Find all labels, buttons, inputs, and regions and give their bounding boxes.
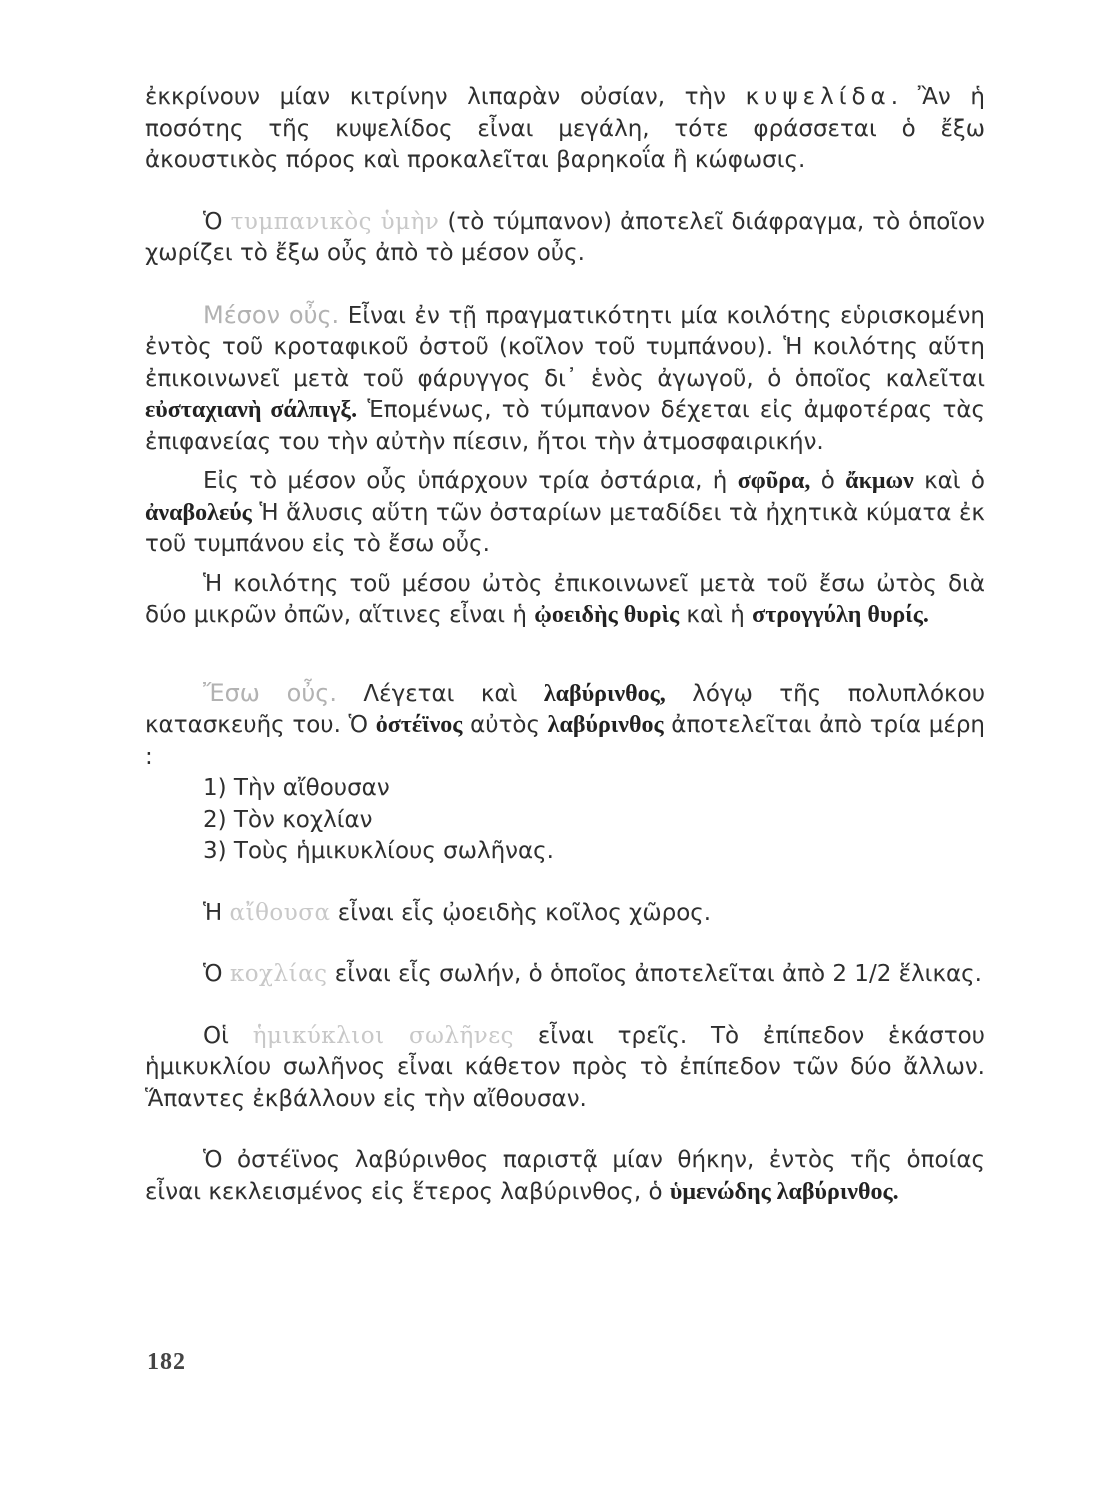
- term-tympanic-membrane: τυμπανικὸς ὑμὴν: [230, 208, 440, 235]
- term-labyrinth: λαβύρινθος,: [543, 680, 666, 707]
- text-run: αὐτὸς: [462, 712, 548, 738]
- text-run: Εἶναι ἐν τῇ πραγματικότητι μία κοιλότης εὑρισκομένη ἐντὸς τοῦ κροταφικοῦ ὀστοῦ (κοῖλον τοῦ τυμπάνου). Ἡ κοιλότης αὕτη ἐπικοινωνεῖ μετὰ τοῦ φάρυγγος δι᾽ ἑνὸς ἀγωγοῦ, ὁ ὁποῖος καλεῖται: [145, 302, 985, 392]
- term-bony: ὀστέϊνος: [375, 712, 463, 738]
- text-run: ὁ: [810, 468, 846, 494]
- term-oval-window: ᾠοειδὴς θυρὶς: [534, 602, 680, 628]
- term-incus: ἄκμων: [845, 468, 914, 494]
- text-run: Ἡ: [203, 899, 230, 926]
- text-run: Εἰς τὸ μέσον οὖς ὑπάρχουν τρία ὀστάρια, ἡ: [203, 468, 738, 494]
- page-body: [145, 82, 985, 1208]
- text-run: λόγῳ τῆς πολυπλόκου κατασκευῆς του. Ὁ: [145, 680, 985, 738]
- text-run: ἀποτελεῖται ἀπὸ τρία μέρη :: [145, 712, 986, 770]
- paragraph-cochlea: [145, 959, 985, 991]
- text-run: καὶ ὁ: [913, 468, 985, 494]
- list-item: 1) Τὴν αἴθουσαν: [203, 775, 390, 801]
- text-run: εἶναι τρεῖς. Τὸ ἐπίπεδον ἑκάστου ἡμικυκλίου σωλῆνος εἶναι κάθετον πρὸς τὸ ἐπίπεδον τῶν δύο ἄλλων. Ἅπαντες ἐκβάλλουν εἰς τὴν αἴθουσαν.: [145, 1022, 985, 1112]
- list-item: 2) Τὸν κοχλίαν: [203, 806, 373, 833]
- paragraph-inner-ear: [145, 678, 985, 774]
- term-malleus: σφῦρα,: [737, 468, 811, 494]
- text-run: Λέγεται καὶ: [336, 680, 544, 707]
- text-run: Ὁ: [203, 961, 230, 987]
- term-stapes: ἀναβολεύς: [145, 499, 252, 526]
- term-labyrinth-2: λαβύρινθος: [547, 712, 664, 738]
- text-run: καὶ ἡ: [679, 602, 753, 628]
- term-vestibule: αἴθουσα: [229, 899, 331, 926]
- paragraph-eardrum: [145, 207, 985, 270]
- paragraph-middle-ear: [145, 300, 985, 459]
- term-round-window: στρογγύλη θυρίς.: [752, 602, 929, 628]
- paragraph-windows: [145, 569, 985, 632]
- term-semicircular-canals: ἡμικύκλιοι σωλῆνες: [252, 1022, 515, 1049]
- term-cochlea: κοχλίας: [229, 961, 328, 987]
- text-run: εἶναι εἷς ᾠοειδὴς κοῖλος χῶρος.: [330, 899, 712, 926]
- paragraph-ossicles: [145, 466, 985, 561]
- text-run: Ἡ κοιλότης τοῦ μέσου ὠτὸς ἐπικοινωνεῖ μετὰ τοῦ ἔσω ὠτὸς διὰ δύο μικρῶν ὀπῶν, αἵτινες εἶναι ἡ: [145, 570, 985, 628]
- heading-inner-ear: Ἔσω οὖς.: [203, 678, 337, 707]
- term-kypselis: κυψελίδα: [745, 84, 891, 110]
- text-run: ἐκκρίνουν μίαν κιτρίνην λιπαρὰν οὐσίαν, τὴν: [145, 84, 746, 110]
- page-number: 182: [147, 1349, 186, 1375]
- text-run: Ἡ ἅλυσις αὕτη τῶν ὀσταρίων μεταδίδει τὰ ἠχητικὰ κύματα ἐκ τοῦ τυμπάνου εἰς τὸ ἔσω οὖς.: [145, 499, 985, 557]
- paragraph-membranous-labyrinth: [145, 1145, 985, 1208]
- paragraph-semicircular-canals: [145, 1021, 985, 1116]
- text-run: Ὁ: [203, 208, 231, 235]
- list-item: 3) Τοὺς ἡμικυκλίους σωλῆνας.: [203, 838, 554, 864]
- paragraph-vestibule: [145, 898, 985, 930]
- text-run: (τὸ τύμπανον) ἀποτελεῖ διάφραγμα, τὸ ὁποῖον χωρίζει τὸ ἔξω οὖς ἀπὸ τὸ μέσον οὖς.: [145, 208, 985, 266]
- text-run: . Ἂν ἡ ποσότης τῆς κυψελίδος εἶναι μεγάλη, τότε φράσσεται ὁ ἔξω ἀκουστικὸς πόρος καὶ προκαλεῖται βαρηκοΐα ἢ κώφωσις.: [145, 84, 985, 173]
- text-run: Ἑπομένως, τὸ τύμπανον δέχεται εἰς ἀμφοτέρας τὰς ἐπιφανείας του τὴν αὐτὴν πίεσιν, ἤτοι τὴν ἀτμοσφαιρικήν.: [145, 397, 986, 455]
- heading-middle-ear: Μέσον οὖς.: [203, 300, 340, 329]
- text-run: Ὁ ὀστέϊνος λαβύρινθος παριστᾷ μίαν θήκην, ἐντὸς τῆς ὁποίας εἶναι κεκλεισμένος εἰς ἕτερος λαβύρινθος, ὁ: [145, 1147, 985, 1205]
- parts-list: [145, 773, 985, 868]
- term-eustachian-tube: εὐσταχιανὴ σάλπιγξ.: [145, 397, 358, 423]
- term-membranous-labyrinth: ὑμενώδης λαβύρινθος.: [669, 1178, 899, 1205]
- paragraph-cerumen: [145, 82, 985, 177]
- text-run: εἶναι εἷς σωλήν, ὁ ὁποῖος ἀποτελεῖται ἀπὸ 2 1/2 ἕλικας.: [327, 961, 982, 987]
- text-run: Οἱ: [203, 1022, 253, 1049]
